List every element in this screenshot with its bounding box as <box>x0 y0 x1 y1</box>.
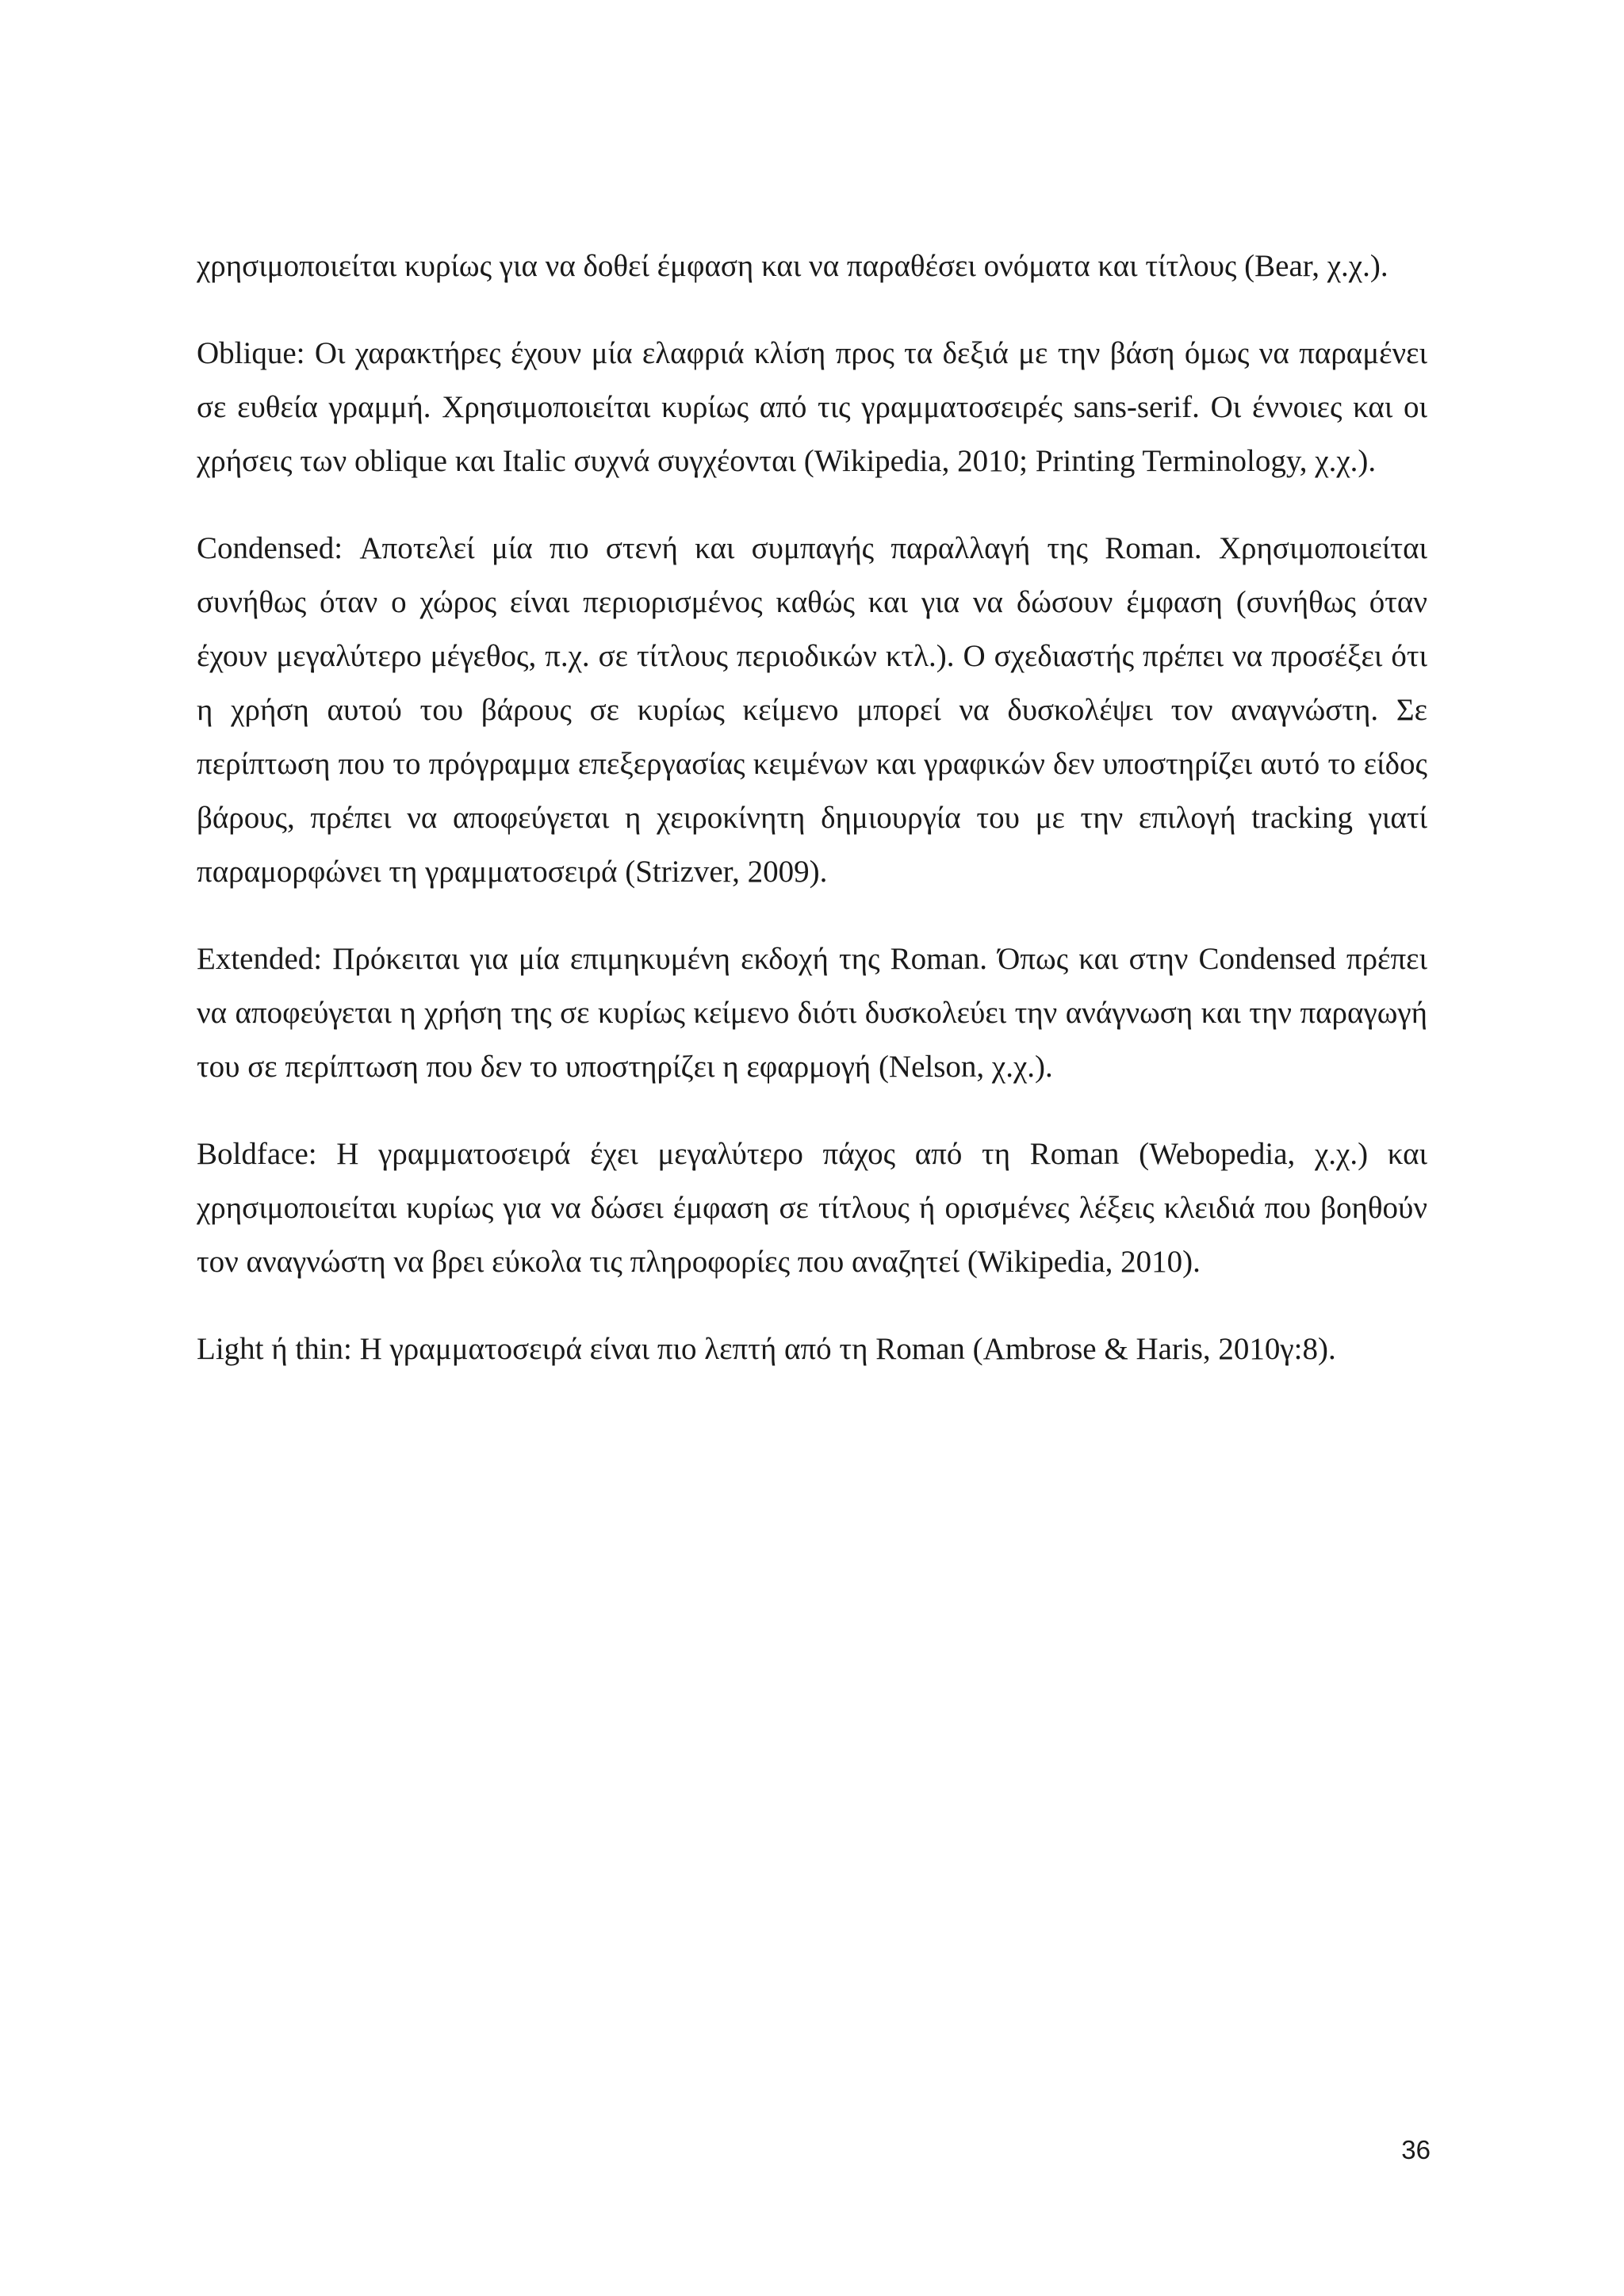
paragraph-extended: Extended: Πρόκειται για μία επιμηκυμένη εκδοχή της Roman. Όπως και στην Condensed πρέπει να αποφεύγεται η χρήση της σε κυρίως κείμενο διότι δυσκολεύει την ανάγνωση και την παραγωγή του σε περίπτωση που δεν το υποστηρίζει η εφαρμογή (Nelson, χ.χ.). <box>197 942 1427 1084</box>
paragraph-light-thin: Light ή thin: Η γραμματοσειρά είναι πιο λεπτή από τη Roman (Ambrose & Haris, 2010γ:8). <box>197 1332 1336 1366</box>
paragraph-oblique: Oblique: Οι χαρακτήρες έχουν μία ελαφριά κλίση προς τα δεξιά με την βάση όμως να παραμένει σε ευθεία γραμμή. Χρησιμοποιείται κυρίως από τις γραμματοσειρές sans-serif. Οι έννοιες και οι χρήσεις των oblique και Italic συχνά συγχέονται (Wikipedia, 2010; Printing Terminology, χ.χ.). <box>197 336 1427 478</box>
paragraph-continuation: χρησιμοποιείται κυρίως για να δοθεί έμφαση και να παραθέσει ονόματα και τίτλους (Bear, χ.χ.). <box>197 249 1388 283</box>
body-text <box>197 239 1427 1410</box>
paragraph-boldface: Boldface: Η γραμματοσειρά έχει μεγαλύτερο πάχος από τη Roman (Webopedia, χ.χ.) και χρησιμοποιείται κυρίως για να δώσει έμφαση σε τίτλους ή ορισμένες λέξεις κλειδιά που βοηθούν τον αναγνώστη να βρει εύκολα τις πληροφορίες που αναζητεί (Wikipedia, 2010). <box>197 1137 1427 1279</box>
paragraph-condensed: Condensed: Αποτελεί μία πιο στενή και συμπαγής παραλλαγή της Roman. Χρησιμοποιείται συνήθως όταν ο χώρος είναι περιορισμένος καθώς και για να δώσουν έμφαση (συνήθως όταν έχουν μεγαλύτερο μέγεθος, π.χ. σε τίτλους περιοδικών κτλ.). Ο σχεδιαστής πρέπει να προσέξει ότι η χρήση αυτού του βάρους σε κυρίως κείμενο μπορεί να δυσκολέψει τον αναγνώστη. Σε περίπτωση που το πρόγραμμα επεξεργασίας κειμένων και γραφικών δεν υποστηρίζει αυτό το είδος βάρους, πρέπει να αποφεύγεται η χειροκίνητη δημιουργία του με την επιλογή tracking γιατί παραμορφώνει τη γραμματοσειρά (Strizver, 2009). <box>197 531 1427 889</box>
page-number: 36 <box>1401 2135 1431 2164</box>
